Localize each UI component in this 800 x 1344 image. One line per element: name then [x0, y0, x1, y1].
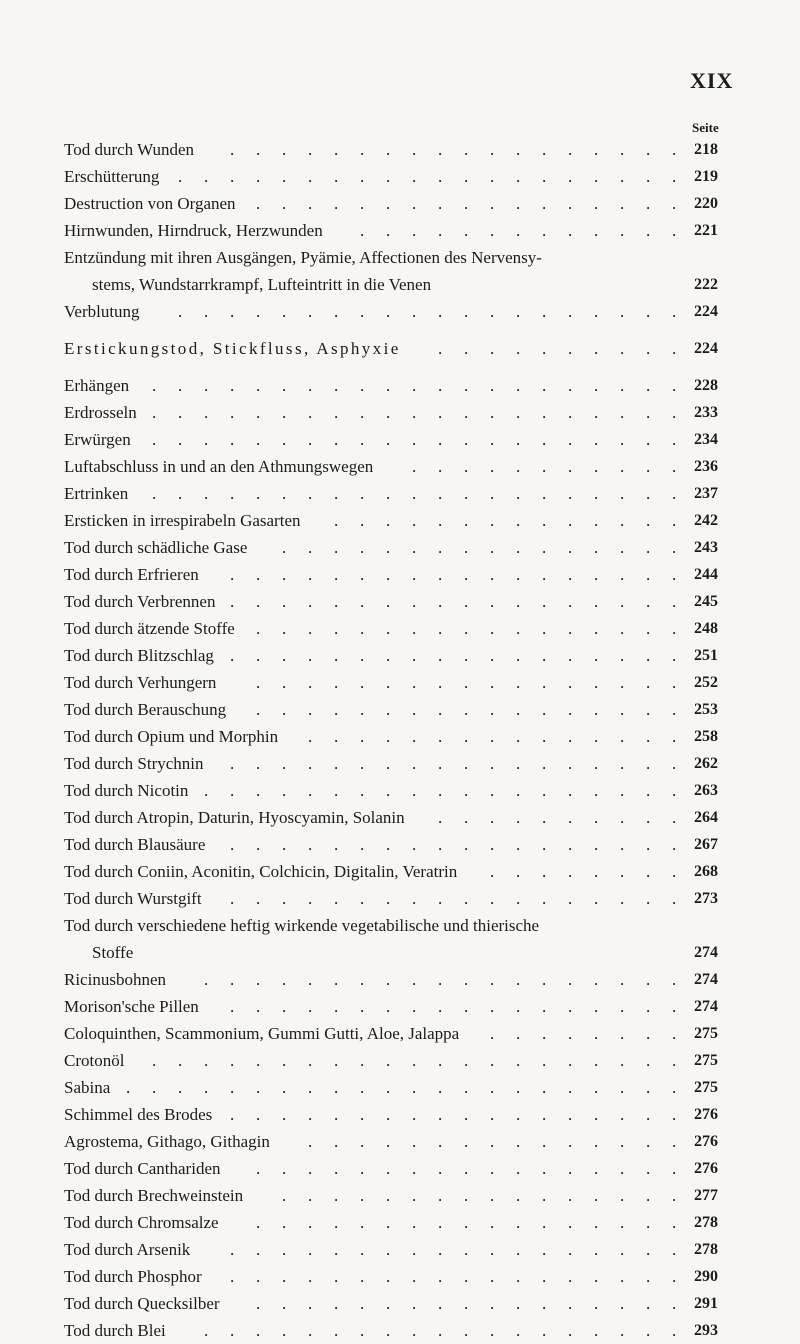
toc-entry [64, 163, 734, 190]
toc-entry-page: 273 [694, 890, 718, 907]
toc-entry-title-line: Verblutung [64, 302, 140, 321]
toc-entry-title [64, 1101, 734, 1128]
toc-entry [64, 534, 734, 561]
toc-entry-title [64, 298, 734, 325]
toc-entry-page: 242 [694, 512, 718, 529]
toc-entry-title [64, 1047, 734, 1074]
toc-entry-page: 262 [694, 755, 718, 772]
toc-entry [64, 426, 734, 453]
toc-entry-title-line: Tod durch Wunden [64, 140, 195, 159]
toc-entry [64, 1047, 734, 1074]
toc-entry-page: 276 [694, 1133, 718, 1150]
toc-entry-page: 268 [694, 863, 718, 880]
toc-entry [64, 885, 734, 912]
leader-dots: . . . . . . . . . . . . . [360, 221, 677, 240]
toc-entry [64, 1236, 734, 1263]
toc-entry-page: 276 [694, 1106, 718, 1123]
toc-entry-title [64, 163, 734, 190]
toc-entry [64, 1263, 734, 1290]
toc-entry-title [64, 136, 734, 163]
toc-entry-title-line: Sabina [64, 1078, 111, 1097]
toc-entry-title-line: Tod durch Nicotin [64, 781, 189, 800]
column-label-seite: Seite [692, 120, 719, 135]
leader-dots: . . . . . . . . . . . . . . . . . [256, 194, 677, 213]
leader-dots: . . . . . . . . . . [438, 808, 677, 827]
toc-entry-page: 224 [694, 340, 718, 357]
toc-entry-title-line: Tod durch Verbrennen [64, 592, 216, 611]
toc-entry-title-line: Tod durch Arsenik [64, 1240, 191, 1259]
toc-entry-title-line: Tod durch Coniin, Aconitin, Colchicin, Digitalin, Veratrin [64, 862, 458, 881]
toc-entry-page: 228 [694, 377, 718, 394]
toc-entry [64, 1128, 734, 1155]
toc-entry-title-line: Tod durch Erfrieren [64, 565, 199, 584]
toc-entry-title-line: Tod durch Wurstgift [64, 889, 202, 908]
toc-entry-page: 291 [694, 1295, 718, 1312]
toc-entry-title-line: Destruction von Organen [64, 194, 236, 213]
leader-dots: . . . . . . . . . . . . . . . . . . [230, 835, 677, 854]
toc-entry [64, 669, 734, 696]
toc-entry-page: 233 [694, 404, 718, 421]
leader-dots: . . . . . . . . . . . . . . . . . [256, 673, 677, 692]
toc-entry-title-line: Tod durch Brechweinstein [64, 1186, 244, 1205]
toc-entry-title [64, 885, 734, 912]
leader-dots: . . . . . . . . . . . . . . . . . [256, 1213, 677, 1232]
toc-entry-title [64, 750, 734, 777]
toc-entry-title [64, 534, 734, 561]
toc-entry [64, 136, 734, 163]
toc-entry-title [64, 993, 734, 1020]
toc-entry-title [64, 453, 734, 480]
toc-entry [64, 1101, 734, 1128]
toc-entry-page: 219 [694, 168, 718, 185]
leader-dots: . . . . . . . . . . . . . . . . . . [230, 1267, 677, 1286]
toc-entry-page: 220 [694, 195, 718, 212]
toc-entry-title-line: Schimmel des Brodes [64, 1105, 213, 1124]
toc-entry-title-line: Luftabschluss in und an den Athmungswegen [64, 457, 374, 476]
toc-entry-title [64, 588, 734, 615]
toc-entry-title [64, 696, 734, 723]
toc-entry [64, 1074, 734, 1101]
toc-entry [64, 858, 734, 885]
toc-entry [64, 750, 734, 777]
leader-dots: . . . . . . . . . . . . . . . . . . [230, 1105, 677, 1124]
toc-entry-title-line: Hirnwunden, Hirndruck, Herzwunden [64, 221, 323, 240]
toc-entry-page: 277 [694, 1187, 718, 1204]
toc-entry [64, 507, 734, 534]
toc-entry-title [64, 426, 734, 453]
toc-entry [64, 966, 734, 993]
toc-entry-title [64, 399, 734, 426]
toc-entry-title-line: Erhängen [64, 376, 130, 395]
toc-entry-page: 243 [694, 539, 718, 556]
toc-entry-page: 275 [694, 1052, 718, 1069]
leader-dots: . . . . . . . . [490, 862, 677, 881]
toc-entry-title-line: Tod durch Blausäure [64, 835, 206, 854]
leader-dots: . . . . . . . . . . . . . . . . . . [230, 565, 677, 584]
toc-entry [64, 777, 734, 804]
toc-entry-page: 263 [694, 782, 718, 799]
toc-entry [64, 588, 734, 615]
toc-entry-title [64, 669, 734, 696]
toc-entry-title-line: Coloquinthen, Scammonium, Gummi Gutti, Aloe, Jalappa [64, 1024, 460, 1043]
toc-entry-title [64, 480, 734, 507]
toc-entry-page: 278 [694, 1214, 718, 1231]
toc-entry-title-line: Ertrinken [64, 484, 129, 503]
toc-entry-title-line: Tod durch Verhungern [64, 673, 217, 692]
leader-dots: . . . . . . . . . . . . . . . . . . . . . [152, 1051, 677, 1070]
toc-entry-title-line: Morison'sche Pillen [64, 997, 199, 1016]
toc-entry-title-line: Tod durch Atropin, Daturin, Hyoscyamin, Solanin [64, 808, 405, 827]
toc-entry-page: 274 [694, 944, 718, 961]
toc-entry-title-line: Tod durch verschiedene heftig wirkende vegetabilische und thierische [64, 916, 540, 935]
toc-entry-page: 221 [694, 222, 718, 239]
leader-dots: . . . . . . . . . . . . . . . [308, 1132, 677, 1151]
toc-entry [64, 480, 734, 507]
leader-dots: . . . . . . . . . . . . . . . . . . [230, 997, 677, 1016]
leader-dots: . . . . . . . . [490, 1024, 677, 1043]
leader-dots: . . . . . . . . . . . . . . . . . . [230, 140, 677, 159]
leader-dots: . . . . . . . . . . . . . . . . . . . . . [152, 484, 677, 503]
toc-entry [64, 993, 734, 1020]
toc-entry-page: 276 [694, 1160, 718, 1177]
toc-entry-title [64, 858, 734, 885]
toc-entry-title [64, 831, 734, 858]
toc-entry-page: 252 [694, 674, 718, 691]
toc-entry-page: 245 [694, 593, 718, 610]
leader-dots: . . . . . . . . . . . . . . . . . . [230, 889, 677, 908]
leader-dots: . . . . . . . . . . . . . . . . . . . [204, 1321, 677, 1340]
toc-entry [64, 1317, 734, 1344]
toc-entry-title [64, 615, 734, 642]
toc-entry [64, 453, 734, 480]
toc-entry-page: 293 [694, 1322, 718, 1339]
leader-dots: . . . . . . . . . . . . . . . . . . . [204, 970, 677, 989]
toc-entry [64, 372, 734, 399]
leader-dots: . . . . . . . . . . . . . . . . . . . [204, 781, 677, 800]
leader-dots: . . . . . . . . . . . . . . . . . . [230, 646, 677, 665]
toc-entry [64, 217, 734, 244]
toc-entry-page: 258 [694, 728, 718, 745]
toc-entry-title-line: Ersticken in irrespirabeln Gasarten [64, 511, 301, 530]
toc-entry-title [64, 1182, 734, 1209]
toc-entry [64, 804, 734, 831]
toc-entry-page: 224 [694, 303, 718, 320]
toc-entry-title-line: Erschütterung [64, 167, 160, 186]
leader-dots: . . . . . . . . . . . [412, 457, 677, 476]
toc-entry [64, 831, 734, 858]
toc-entry-title [64, 642, 734, 669]
toc-entry [64, 912, 734, 966]
toc-entry-title-line: Tod durch Blitzschlag [64, 646, 214, 665]
leader-dots: . . . . . . . . . . . . . . . . . . [230, 754, 677, 773]
toc-entry-title [64, 561, 734, 588]
toc-entry [64, 642, 734, 669]
leader-dots: . . . . . . . . . . . . . . . . . . [230, 592, 677, 611]
leader-dots: . . . . . . . . . . . . . . . . [282, 1186, 677, 1205]
toc-entry-title [64, 1020, 734, 1047]
toc-entry-title [64, 1263, 734, 1290]
toc-entry [64, 1182, 734, 1209]
leader-dots: . . . . . . . . . . . . . . . . . [256, 1159, 677, 1178]
toc-entry-page: 264 [694, 809, 718, 826]
toc-entry [64, 399, 734, 426]
toc-entry-title-line: Tod durch Berauschung [64, 700, 227, 719]
toc-entry-page: 251 [694, 647, 718, 664]
toc-entry-title-line: Tod durch Opium und Morphin [64, 727, 279, 746]
toc-entry [64, 615, 734, 642]
toc-entry-page: 222 [694, 276, 718, 293]
leader-dots: . . . . . . . . . . . . . . . . . [256, 700, 677, 719]
toc-entry-title [64, 372, 734, 399]
leader-dots: . . . . . . . . . . . . . . . . . . . . . [152, 376, 677, 395]
toc-entry [64, 190, 734, 217]
toc-entry-title [64, 777, 734, 804]
toc-entry-title [64, 1317, 734, 1344]
toc-entry-title-line: Tod durch schädliche Gase [64, 538, 248, 557]
toc-entry [64, 561, 734, 588]
toc-entry-page: 274 [694, 998, 718, 1015]
toc-entry-title [64, 190, 734, 217]
table-of-contents [64, 136, 734, 1344]
toc-entry-title-line: Tod durch Blei [64, 1321, 166, 1340]
toc-entry-title [64, 1074, 734, 1101]
toc-entry-title-line: Ricinusbohnen [64, 970, 166, 989]
toc-entry-title-line: Erwürgen [64, 430, 131, 449]
toc-entry-title [64, 1209, 734, 1236]
toc-entry-page: 267 [694, 836, 718, 853]
leader-dots: . . . . . . . . . . . . . . . . [282, 538, 677, 557]
toc-entry-title [64, 217, 734, 244]
toc-section-heading [64, 335, 734, 362]
toc-entry-title-line: Tod durch Chromsalze [64, 1213, 219, 1232]
toc-entry-page: 275 [694, 1079, 718, 1096]
leader-dots: . . . . . . . . . . . . . . . . . [256, 1294, 677, 1313]
toc-entry-title [64, 912, 734, 966]
page-number: XIX [690, 68, 734, 93]
toc-entry-page: 218 [694, 141, 718, 158]
leader-dots: . . . . . . . . . . . . . . . [308, 727, 677, 746]
toc-entry [64, 1290, 734, 1317]
leader-dots: . . . . . . . . . . . . . . . . . . . . [178, 302, 677, 321]
toc-entry-title-continuation: stems, Wundstarrkrampf, Lufteintritt in die Venen [92, 275, 432, 294]
leader-dots: . . . . . . . . . . . . . . . . . . . . . . [126, 1078, 677, 1097]
toc-entry-page: 274 [694, 971, 718, 988]
toc-entry-title [64, 1128, 734, 1155]
toc-entry [64, 244, 734, 298]
toc-entry-title-line: Agrostema, Githago, Githagin [64, 1132, 270, 1151]
toc-entry-page: 290 [694, 1268, 718, 1285]
toc-entry-title-line: Tod durch ätzende Stoffe [64, 619, 235, 638]
toc-entry-title-line: Crotonöl [64, 1051, 125, 1070]
toc-entry-title-line: Erstickungstod, Stickfluss, Asphyxie [64, 339, 401, 358]
toc-entry-title [64, 244, 734, 298]
toc-entry-title-line: Entzündung mit ihren Ausgängen, Pyämie, Affectionen des Nervensy- [64, 248, 542, 267]
leader-dots: . . . . . . . . . . . . . . . . . . . . . [152, 430, 677, 449]
toc-entry [64, 696, 734, 723]
toc-entry-title-line: Tod durch Canthariden [64, 1159, 221, 1178]
toc-entry-title [64, 1155, 734, 1182]
toc-entry-title-continuation: Stoffe [92, 943, 134, 962]
toc-entry-page: 253 [694, 701, 718, 718]
toc-entry-title [64, 804, 734, 831]
toc-entry [64, 723, 734, 750]
toc-entry-title-line: Tod durch Phosphor [64, 1267, 202, 1286]
toc-entry-page: 234 [694, 431, 718, 448]
toc-entry-page: 244 [694, 566, 718, 583]
toc-entry-page: 248 [694, 620, 718, 637]
toc-entry-page: 237 [694, 485, 718, 502]
toc-entry [64, 1020, 734, 1047]
leader-dots: . . . . . . . . . . . . . . . . . . . . [178, 167, 677, 186]
toc-entry-title [64, 335, 734, 362]
toc-entry-title-line: Tod durch Strychnin [64, 754, 204, 773]
toc-entry [64, 1155, 734, 1182]
leader-dots: . . . . . . . . . . . . . . . . . . . . . [152, 403, 677, 422]
toc-entry-title [64, 966, 734, 993]
leader-dots: . . . . . . . . . . . . . . [334, 511, 677, 530]
toc-entry-page: 278 [694, 1241, 718, 1258]
toc-entry-title-line: Erdrosseln [64, 403, 137, 422]
toc-entry-page: 236 [694, 458, 718, 475]
toc-entry-title [64, 1290, 734, 1317]
toc-entry-page: 275 [694, 1025, 718, 1042]
toc-entry-title [64, 723, 734, 750]
leader-dots: . . . . . . . . . . . . . . . . . . [230, 1240, 677, 1259]
toc-entry-title-line: Tod durch Quecksilber [64, 1294, 220, 1313]
toc-entry [64, 1209, 734, 1236]
leader-dots: . . . . . . . . . . [438, 339, 677, 358]
toc-entry-title [64, 507, 734, 534]
leader-dots: . . . . . . . . . . . . . . . . . [256, 619, 677, 638]
toc-entry [64, 298, 734, 325]
toc-entry-title [64, 1236, 734, 1263]
